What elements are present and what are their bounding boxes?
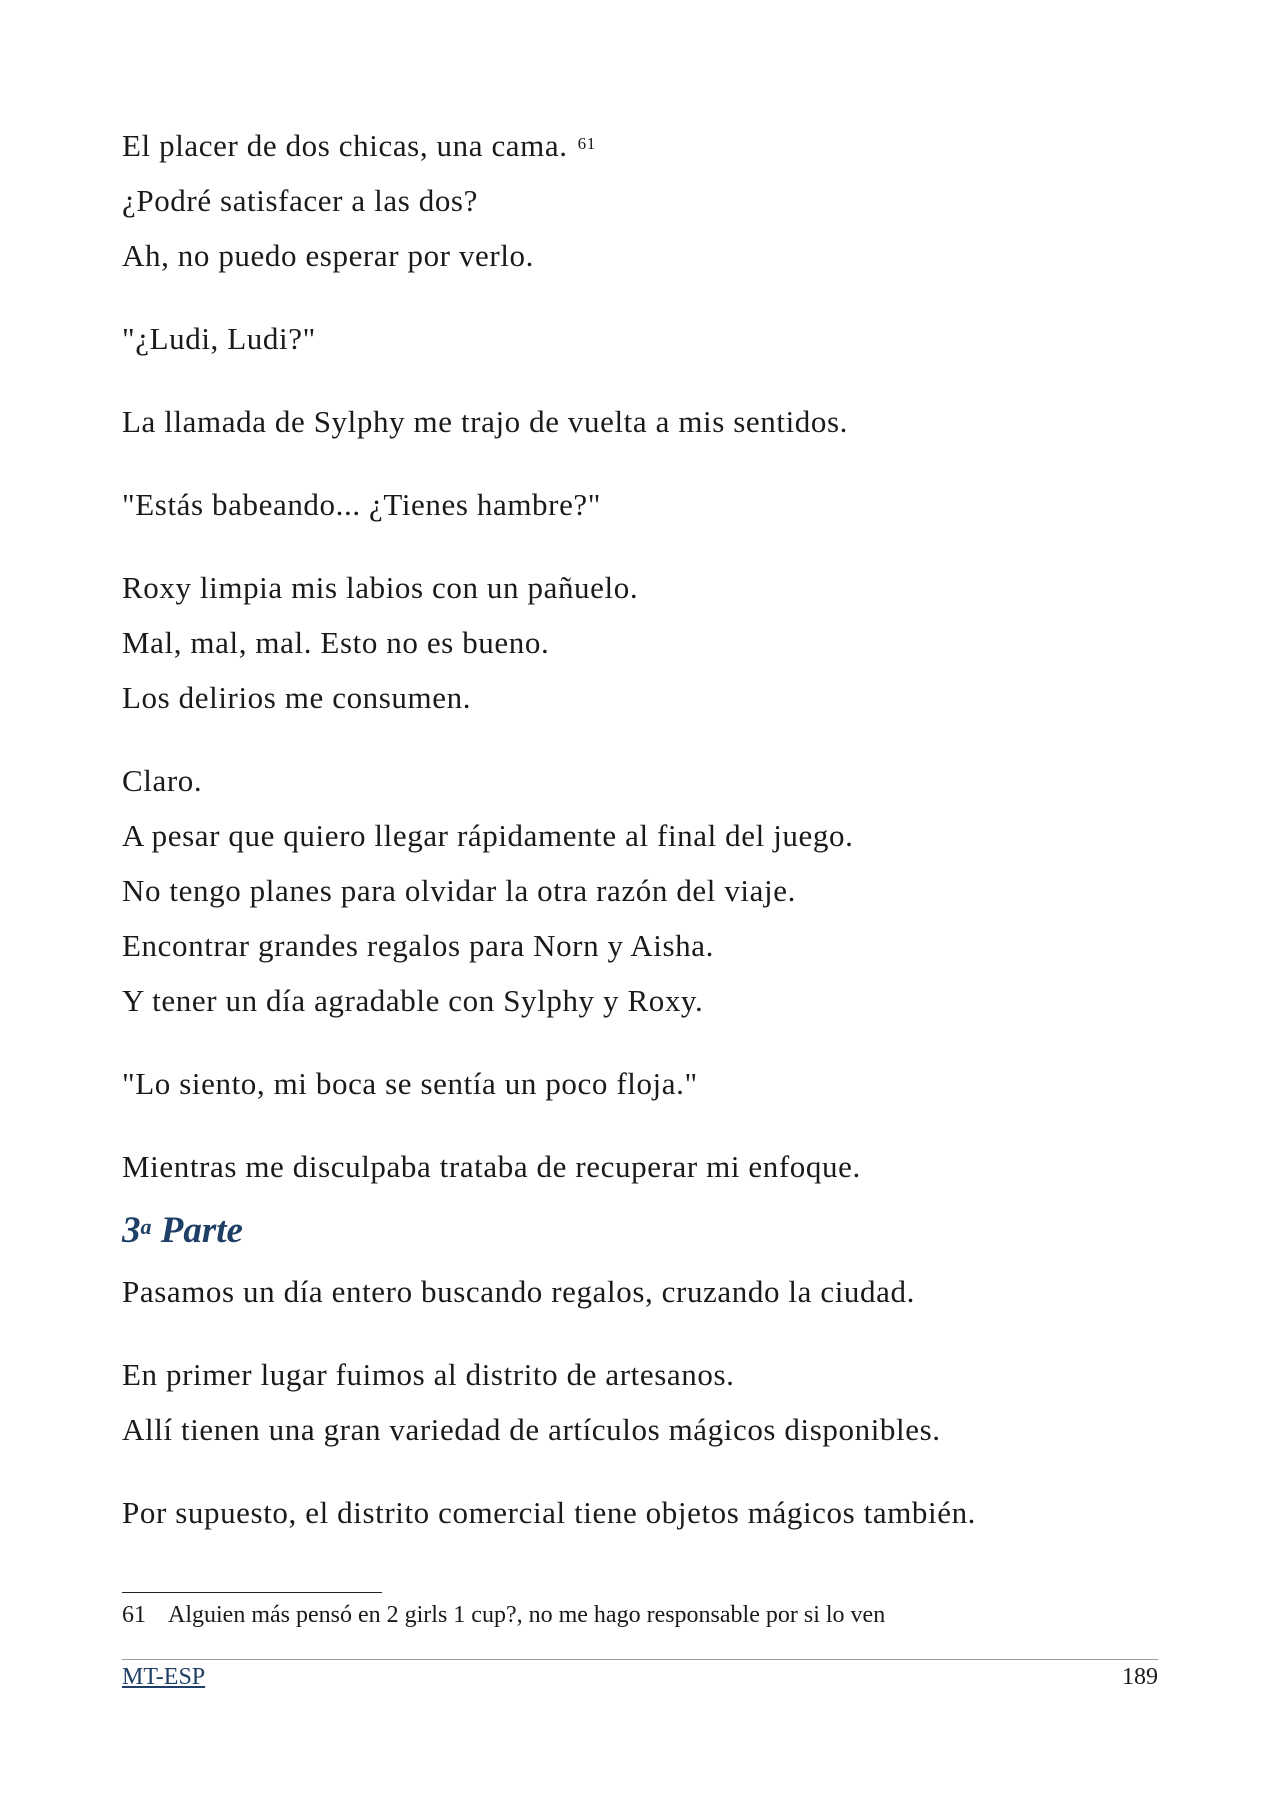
paragraph-line: Allí tienen una gran variedad de artículos mágicos disponibles. — [122, 1412, 941, 1447]
section-number: 3 — [122, 1210, 141, 1251]
paragraph-line: Ah, no puedo esperar por verlo. — [122, 238, 535, 273]
dialogue-line: "Lo siento, mi boca se sentía un poco floja." — [122, 1066, 698, 1101]
paragraph-line: Pasamos un día entero buscando regalos, cruzando la ciudad. — [122, 1274, 915, 1309]
footer-link[interactable]: MT-ESP — [122, 1664, 206, 1690]
section-ordinal: a — [140, 1214, 152, 1239]
main-text — [122, 118, 1162, 1540]
paragraph-line: Los delirios me consumen. — [122, 680, 472, 715]
paragraph-line: Roxy limpia mis labios con un pañuelo. — [122, 570, 639, 605]
paragraph-line: Claro. — [122, 763, 203, 798]
text-line: El placer de dos chicas, una cama. — [122, 128, 568, 163]
paragraph-line: En primer lugar fuimos al distrito de artesanos. — [122, 1357, 735, 1392]
paragraph-line: ¿Podré satisfacer a las dos? — [122, 183, 478, 218]
paragraph-line: Mal, mal, mal. Esto no es bueno. — [122, 625, 550, 660]
paragraph-line: Y tener un día agradable con Sylphy y Roxy. — [122, 983, 704, 1018]
paragraph-line — [122, 118, 1162, 173]
paragraph-line: A pesar que quiero llegar rápidamente al final del juego. — [122, 818, 854, 853]
footnote-reference[interactable]: 61 — [577, 134, 596, 153]
footnote-number: 61 — [122, 1602, 146, 1628]
section-title: Parte — [160, 1210, 243, 1251]
page-number: 189 — [1122, 1664, 1158, 1690]
section-heading — [122, 1202, 1162, 1260]
paragraph-line: Encontrar grandes regalos para Norn y Aisha. — [122, 928, 714, 963]
footer-divider — [122, 1659, 1158, 1660]
paragraph-line: Por supuesto, el distrito comercial tiene objetos mágicos también. — [122, 1495, 977, 1530]
paragraph-line: La llamada de Sylphy me trajo de vuelta a mis sentidos. — [122, 404, 849, 439]
footnote-text: Alguien más pensó en 2 girls 1 cup?, no me hago responsable por si lo ven — [168, 1602, 886, 1628]
paragraph-line: Mientras me disculpaba trataba de recuperar mi enfoque. — [122, 1149, 861, 1184]
dialogue-line: "Estás babeando... ¿Tienes hambre?" — [122, 487, 602, 522]
footnote-separator — [122, 1592, 382, 1593]
footnote — [122, 1600, 885, 1630]
dialogue-line: "¿Ludi, Ludi?" — [122, 321, 316, 356]
paragraph-line: No tengo planes para olvidar la otra razón del viaje. — [122, 873, 796, 908]
